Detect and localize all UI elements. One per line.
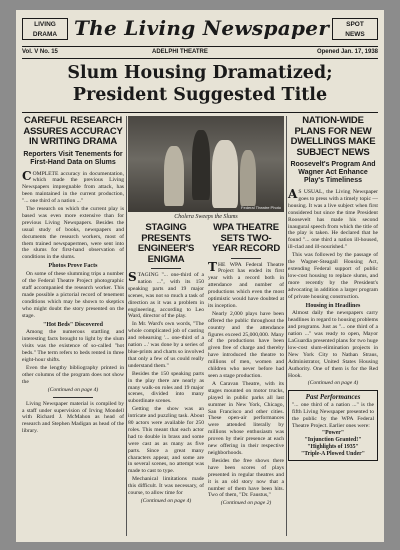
list-item: "Highlights of 1935" (307, 444, 359, 450)
drop-cap: A (288, 187, 298, 201)
drop-cap: S (128, 270, 137, 284)
subhead: "Hot Beds" Discovered (43, 321, 103, 328)
photo-figure (240, 150, 256, 206)
middle-column (128, 116, 284, 509)
cholera-photo (128, 116, 284, 212)
article-body: COMPLETE accuracy in documentation, which made the previous Living Newspapers impregnable from attack, has been maintained in the current production, "... one third of a nation ..." The research on which the current play is based was even more extensive than for previous Living Newspapers. Besides the usual study of books, newspapers and documents the research workers, most of them trained newspapermen, were sent into the slums for first-hand observation of conditions in the slums. Photos Prove Facts On some of these slumming trips a number of the Federal Theatre Project photographic staff accompanied the research worker. This made possible a pictorial record of tenement conditions which may be shown to skeptics who might doubt the story presented on the stage. "Hot Beds" Discovered Among the numerous startling and interesting facts brought to light by the slum visits was the existence of so-called "hot beds." The term refers to beds rented in three eight-hour shifts. Even the lengthy bibliography printed in other columns of the program does not show the (Continued on page 4) Living Newspaper material is compiled by a staff under supervision of Irving Mondell with Richard J. McMahon as head of research and Stephen Madigan as head of the library. (22, 168, 124, 435)
article-dek: Reporters Visit Tenements for First-Hand Data on Slums (23, 150, 123, 166)
list-item: "Injunction Granted!" (304, 437, 362, 443)
column-rule (286, 116, 287, 536)
theatre-name: ADELPHI THEATRE (152, 49, 208, 55)
living-drama-box: LIVING DRAMA (22, 18, 68, 40)
continued-note: (Continued on page 4) (47, 386, 99, 393)
past-performances-title: Past Performances (305, 393, 361, 402)
article-headline: STAGING PRESENTS ENGINEER'S ENIGMA (137, 222, 195, 265)
list-item: "Power" (321, 430, 345, 436)
past-performances-list (292, 430, 374, 458)
left-column (22, 116, 124, 436)
staging-article: STAGING PRESENTS ENGINEER'S ENIGMA STAGING "... one-third of a nation ...", with its 150 speaking parts and 19 major scenes, was not so much a task of direction as it was a problem in engineering, according to Leo Ward, director of the play. In Mr. Ward's own words, "The whole complicated job of casting and rehearsing '... one-third of a nation ...' was done by a series of blue-prints and charts so involved that only a few of us could really understand them." Besides the 150 speaking parts in the play there are nearly as many walk-on roles and 19 major scenes, divided into many subordinate scenes. Getting the show was an intricate and puzzling task. About 80 actors were available for 250 roles. This meant that each actor had to double in brass and some were cast as as many as five parts. Since a great many characters appear, and some are in several scenes, no attempt was made to cast to type. Mechanical limitations made this difficult. It was necessary, of course, to allow time for (Continued on page 4) (128, 222, 204, 504)
wpa-record-article: WPA THEATRE SETS TWO-YEAR RECORD THE WPA Federal Theatre Project has ended its first year with a record both in attendance and number of productions which even the most optimistic would have doubted at its inception. Nearly 2,000 plays have been offered the public throughout the country and the attendance figures exceed 25,000,000. Many of the productions have been given free of charge and thereby have introduced the theatre to millions of men, women and children who never before had seen a stage production. A Caravan Theatre, with its stages mounted on motor trucks, played in public parks all last summer in New York, Chicago, San Francisco and other cities. These open-air performances were attended literally by millions whose enthusiasm was proven by their presence at each new offering in their respective neighborhoods. Besides the free shows there have been scores of plays presented in regular theatres and it is an old story now that a number of them have been hits. Two of them, "Dr. Faustus," (Continued on page 2) (208, 222, 284, 507)
list-item: "Triple-A Plowed Under" (301, 451, 365, 457)
continued-note: (Continued on page 4) (307, 380, 359, 387)
masthead (22, 16, 378, 46)
spot-news-box: SPOT NEWS (332, 18, 378, 40)
opening-date: Opened Jan. 17, 1938 (316, 49, 378, 55)
banner-headline: Slum Housing Dramatized; President Suggested Title (67, 63, 333, 105)
subhead: Housing in Headlines (305, 302, 361, 309)
masthead-rule-bottom (22, 58, 378, 59)
article-headline: WPA THEATRE SETS TWO-YEAR RECORD (211, 222, 280, 254)
article-dek: Roosevelt's Program And Wagner Act Enhance Play's Timeliness (290, 161, 376, 184)
continued-note: (Continued on page 4) (140, 498, 192, 504)
article-headline: CAREFUL RESEARCH ASSURES ACCURACY IN WRITING DRAMA (23, 115, 123, 147)
newspaper-page (16, 10, 384, 542)
photo-figure (164, 146, 184, 206)
continued-note: (Continued on page 2) (220, 500, 272, 507)
drop-cap: T (208, 259, 217, 274)
photo-credit: Federal Theatre Photo (241, 205, 281, 210)
divider (53, 397, 94, 398)
volume-number: Vol. V No. 15 (22, 49, 58, 55)
article-headline: NATION-WIDE PLANS FOR NEW DWELLINGS MAKE SUBJECT NEWS (290, 115, 376, 158)
drop-cap: C (22, 168, 32, 183)
past-performances-intro: "... one third of a nation ..." is the fifth Living Newspaper presented to the public by the WPA Federal Theatre Project. Earlier ones were: (292, 402, 374, 430)
masthead-rule-top (22, 46, 378, 47)
photo-caption: Cholera Sweeps the Slums (174, 214, 238, 220)
column-rule (126, 116, 127, 536)
dateline (22, 48, 378, 57)
headline-rule (22, 112, 378, 113)
photo-figure (212, 140, 238, 208)
subhead: Photos Prove Facts (48, 263, 98, 270)
photo-figure (192, 130, 210, 200)
masthead-title: The Living Newspaper (74, 16, 330, 40)
past-performances-box (288, 390, 378, 461)
right-column: NATION-WIDE PLANS FOR NEW DWELLINGS MAKE SUBJECT NEWS Roosevelt's Program And Wagner Act Enhance Play's Timeliness A S USUAL, the Living Newspaper goes to press with a timely topic — housing. It was a live subject when first considered but since the time President Roosevelt has made his second inaugural speech from which the title of the play is taken. He declared that he found "... one third a nation ill-housed, ill-clad and ill-nourished." This was followed by the passage of the Wagner-Steagall Housing Act, extending Federal support of public low-cost housing to replace slums, and more recently by the President's advocating in addition a larger program of private housing construction. Housing in Headlines Almost daily the newspapers carry headlines in regard to housing problems and programs. Just as "... one third of a nation ..." was ready to open, Mayor LaGuardia presented plans for two huge low-cost slum-elimination projects in New York City to Nathan Straus, Administrator, United States Housing Authority. One of them is for the Red Hook. (Continued on page 4) Past Performances "... one third of a nation ..." is the fifth Living Newspaper presented to the public by the WPA Federal Theatre Project. Earlier ones were: "Power" "Injunction Granted!" "Highlights of 1935" "Triple-A Plowed Under" (288, 116, 378, 461)
